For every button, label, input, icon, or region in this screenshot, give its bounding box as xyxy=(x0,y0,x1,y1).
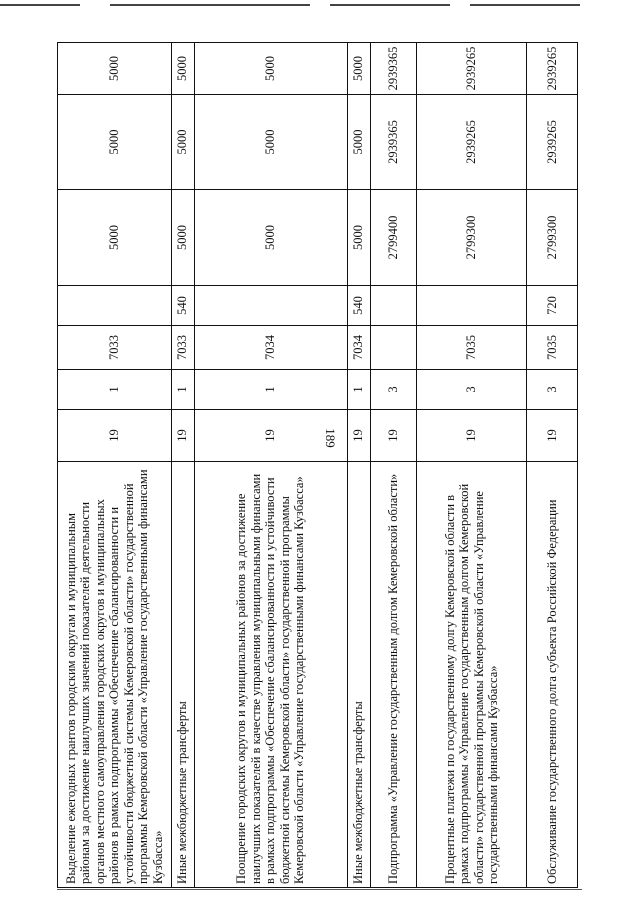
table-row xyxy=(58,43,172,888)
cell-col6: 2939265 xyxy=(527,95,578,190)
cell-col5: 5000 xyxy=(347,190,370,286)
cell-col3: 7035 xyxy=(527,326,578,370)
cell-col2: 3 xyxy=(527,370,578,410)
cell-col7: 2939265 xyxy=(417,43,527,95)
cell-col4 xyxy=(58,286,172,326)
cell-col7: 5000 xyxy=(171,43,194,95)
cell-col6: 5000 xyxy=(194,95,347,190)
cell-col7: 2939265 xyxy=(527,43,578,95)
cell-col7: 5000 xyxy=(347,43,370,95)
row-name: Подпрограмма «Управление государственным долгом Кемеровской области» xyxy=(370,462,417,888)
cell-col2: 1 xyxy=(347,370,370,410)
cell-col3: 7035 xyxy=(417,326,527,370)
cell-col5: 5000 xyxy=(171,190,194,286)
budget-table xyxy=(57,42,578,888)
table-row xyxy=(417,43,527,888)
cell-col4 xyxy=(370,286,417,326)
table-row xyxy=(347,43,370,888)
cell-col2: 3 xyxy=(370,370,417,410)
cell-col5: 5000 xyxy=(58,190,172,286)
cell-col6: 5000 xyxy=(58,95,172,190)
row-name: Иные межбюджетные трансферты xyxy=(171,462,194,888)
cell-col3: 7033 xyxy=(171,326,194,370)
scan-top-border xyxy=(0,0,640,22)
table-row xyxy=(527,43,578,888)
row-name: Выделение ежегодных грантов городским округам и муниципальным районам за достижение наилучших значений показателей деятельности органов местного самоуправления городских округов и муниципальных районов в рамках подпрограммы «Обеспечение сбалансированности и устойчивости бюджетной системы Кемеровской области» государственной программы Кемеровской области «Управление государственными финансами Кузбасса» xyxy=(58,462,172,888)
cell-col4 xyxy=(417,286,527,326)
cell-col4: 540 xyxy=(171,286,194,326)
row-name: Процентные платежи по государственному долгу Кемеровской области в рамках подпрограммы «Управление государственным долгом Кемеровской области» государственной программы Кемеровской области «Управление государственными финансами Кузбасса» xyxy=(417,462,527,888)
cell-col3: 7034 xyxy=(194,326,347,370)
cell-col2: 1 xyxy=(194,370,347,410)
cell-col1: 19 xyxy=(58,410,172,462)
table-row xyxy=(370,43,417,888)
row-name: Поощрение городских округов и муниципальных районов за достижение наилучших показателей в качестве управления муниципальными финансами в рамках подпрограммы «Обеспечение сбалансированности и устойчивости бюджетной системы Кемеровской области» государственной программы Кемеровской области «Управление государственными финансами Кузбасса» xyxy=(194,462,347,888)
cell-col6: 2939265 xyxy=(417,95,527,190)
cell-col5: 2799300 xyxy=(417,190,527,286)
cell-col4: 540 xyxy=(347,286,370,326)
rotated-table-container xyxy=(57,43,578,888)
cell-col6: 5000 xyxy=(171,95,194,190)
cell-col4: 720 xyxy=(527,286,578,326)
cell-col1: 19 xyxy=(194,410,347,462)
bottom-rule xyxy=(57,889,582,890)
table-row xyxy=(194,43,347,888)
cell-col1: 19 xyxy=(347,410,370,462)
cell-col2: 1 xyxy=(58,370,172,410)
table-row xyxy=(171,43,194,888)
page-number: 189 xyxy=(323,428,338,448)
cell-col5: 2799400 xyxy=(370,190,417,286)
cell-col7: 5000 xyxy=(194,43,347,95)
cell-col1: 19 xyxy=(417,410,527,462)
row-name: Иные межбюджетные трансферты xyxy=(347,462,370,888)
cell-col5: 5000 xyxy=(194,190,347,286)
cell-col1: 19 xyxy=(370,410,417,462)
cell-col3 xyxy=(370,326,417,370)
cell-col6: 5000 xyxy=(347,95,370,190)
cell-col5: 2799300 xyxy=(527,190,578,286)
cell-col4 xyxy=(194,286,347,326)
cell-col1: 19 xyxy=(171,410,194,462)
cell-col2: 1 xyxy=(171,370,194,410)
cell-col3: 7034 xyxy=(347,326,370,370)
cell-col7: 5000 xyxy=(58,43,172,95)
cell-col3: 7033 xyxy=(58,326,172,370)
cell-col2: 3 xyxy=(417,370,527,410)
cell-col7: 2939365 xyxy=(370,43,417,95)
cell-col6: 2939365 xyxy=(370,95,417,190)
row-name: Обслуживание государственного долга субъекта Российской Федерации xyxy=(527,462,578,888)
cell-col1: 19 xyxy=(527,410,578,462)
